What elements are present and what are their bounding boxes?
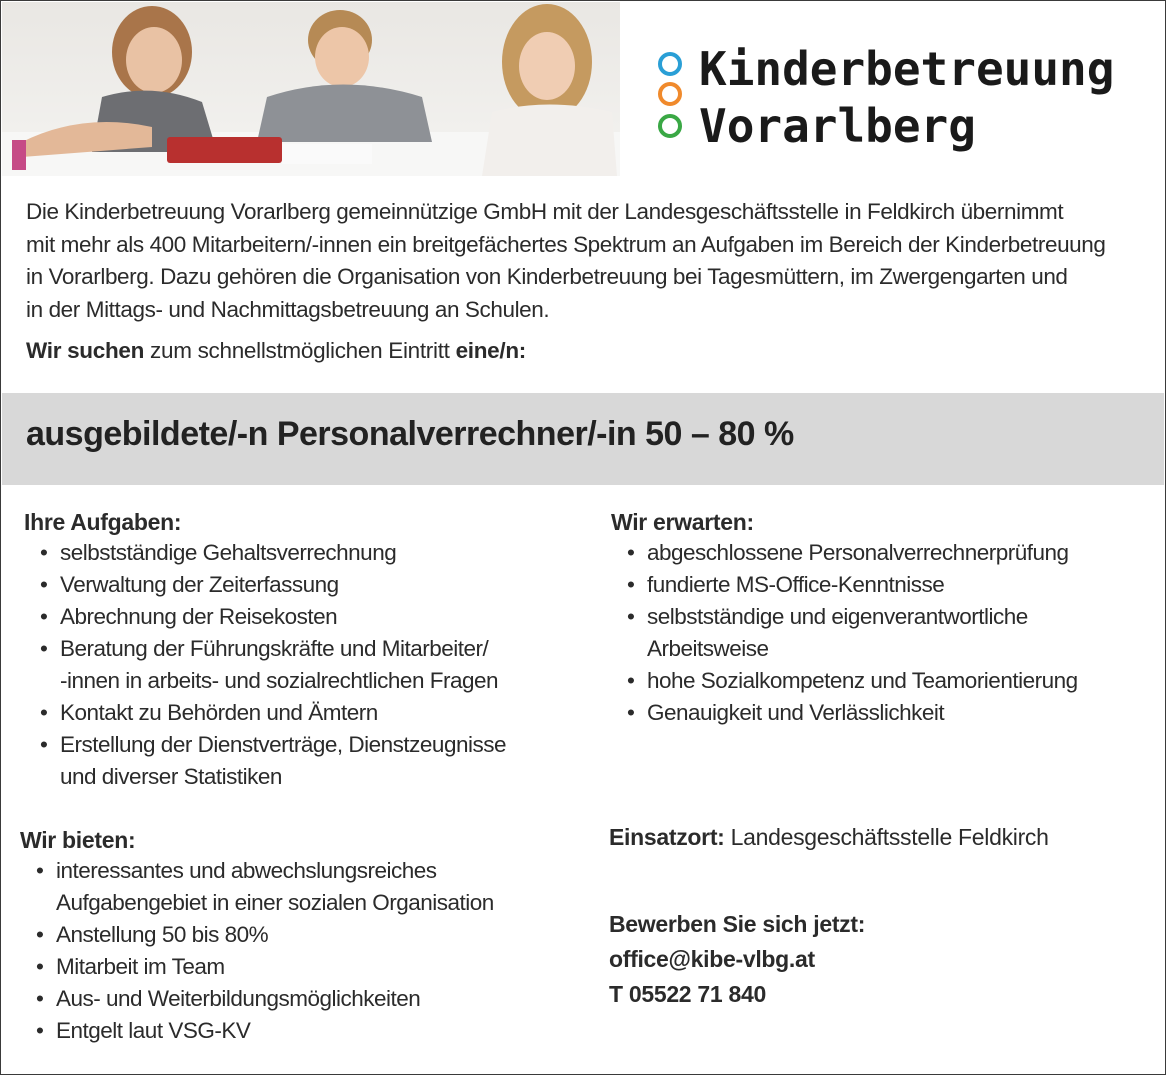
logo-text-line2: Vorarlberg [699,99,976,153]
apply-email-link[interactable]: office@kibe-vlbg.at [609,946,815,972]
children-photo-illustration [2,2,620,176]
expect-list [611,537,1151,729]
expect-title: Wir erwarten: [611,509,754,535]
offer-list [20,855,590,1047]
apply-title: Bewerben Sie sich jetzt: [609,911,866,937]
location-value: Landesgeschäftsstelle Feldkirch [724,824,1049,850]
logo-green-dot-icon [658,114,682,138]
list-item: • fundierte MS-Office-Kenntnisse [611,569,1151,601]
list-item-continuation: und diverser Statistiken [60,764,282,789]
seek-bold-lead: Wir suchen [26,338,145,363]
location-label: Einsatzort: [609,824,725,850]
list-item: • Erstellung der Dienstverträge, Dienstzeugnisse [24,729,594,761]
list-item: • Abrechnung der Reisekosten [24,601,594,633]
list-item: • selbstständige und eigenverantwortliche [611,601,1151,633]
list-item: • Anstellung 50 bis 80% [20,919,590,951]
expect-section [611,507,1151,729]
offer-title: Wir bieten: [20,827,136,853]
intro-line: mit mehr als 400 Mitarbeitern/-innen ein breitgefächertes Spektrum an Aufgaben im Bereich der Kinderbetreuung [26,231,1106,257]
list-item: • Aus- und Weiterbildungsmöglichkeiten [20,983,590,1015]
apply-block [609,907,865,1012]
logo-blue-dot-icon [658,52,682,76]
list-item: • Genauigkeit und Verlässlichkeit [611,697,1151,729]
list-item: • abgeschlossene Personalverrechnerprüfung [611,537,1151,569]
search-statement [26,338,526,364]
list-item: • Kontakt zu Behörden und Ämtern [24,697,594,729]
list-item-continuation: -innen in arbeits- und sozialrechtlichen Fragen [60,668,499,693]
logo-orange-dot-icon [658,82,682,106]
seek-bold-tail: eine/n: [455,338,526,363]
intro-paragraph [26,196,1146,326]
job-title-banner [2,393,1164,485]
intro-line: Die Kinderbetreuung Vorarlberg gemeinnützige GmbH mit der Landesgeschäftsstelle in Feldkirch übernimmt [26,199,1064,224]
list-item: • Entgelt laut VSG-KV [20,1015,590,1047]
seek-middle-text: zum schnellstmöglichen Eintritt [144,338,456,363]
offer-section [20,825,590,1047]
list-item: • Verwaltung der Zeiterfassung [24,569,594,601]
intro-line: in der Mittags- und Nachmittagsbetreuung an Schulen. [26,296,550,322]
list-item-continuation: Arbeitsweise [647,636,769,661]
company-logo [654,40,1144,160]
intro-line: in Vorarlberg. Dazu gehören die Organisation von Kinderbetreuung bei Tagesmüttern, im Zwergengarten und [26,264,1068,289]
job-title: ausgebildete/-n Personalverrechner/-in 50 – 80 % [26,415,794,453]
tasks-title: Ihre Aufgaben: [24,509,182,535]
apply-phone[interactable]: T 05522 71 840 [609,981,766,1007]
logo-text-line1: Kinderbetreuung [699,42,1115,96]
header-photo [2,2,620,176]
tasks-list [24,537,594,793]
list-item: • interessantes und abwechslungsreiches [20,855,590,887]
list-item: • selbstständige Gehaltsverrechnung [24,537,594,569]
list-item: • hohe Sozialkompetenz und Teamorientierung [611,665,1151,697]
list-item-continuation: Aufgabengebiet in einer sozialen Organisation [56,890,494,915]
location-line [609,824,1049,851]
list-item: • Mitarbeit im Team [20,951,590,983]
tasks-section [24,507,594,793]
list-item: • Beratung der Führungskräfte und Mitarbeiter/ [24,633,594,665]
